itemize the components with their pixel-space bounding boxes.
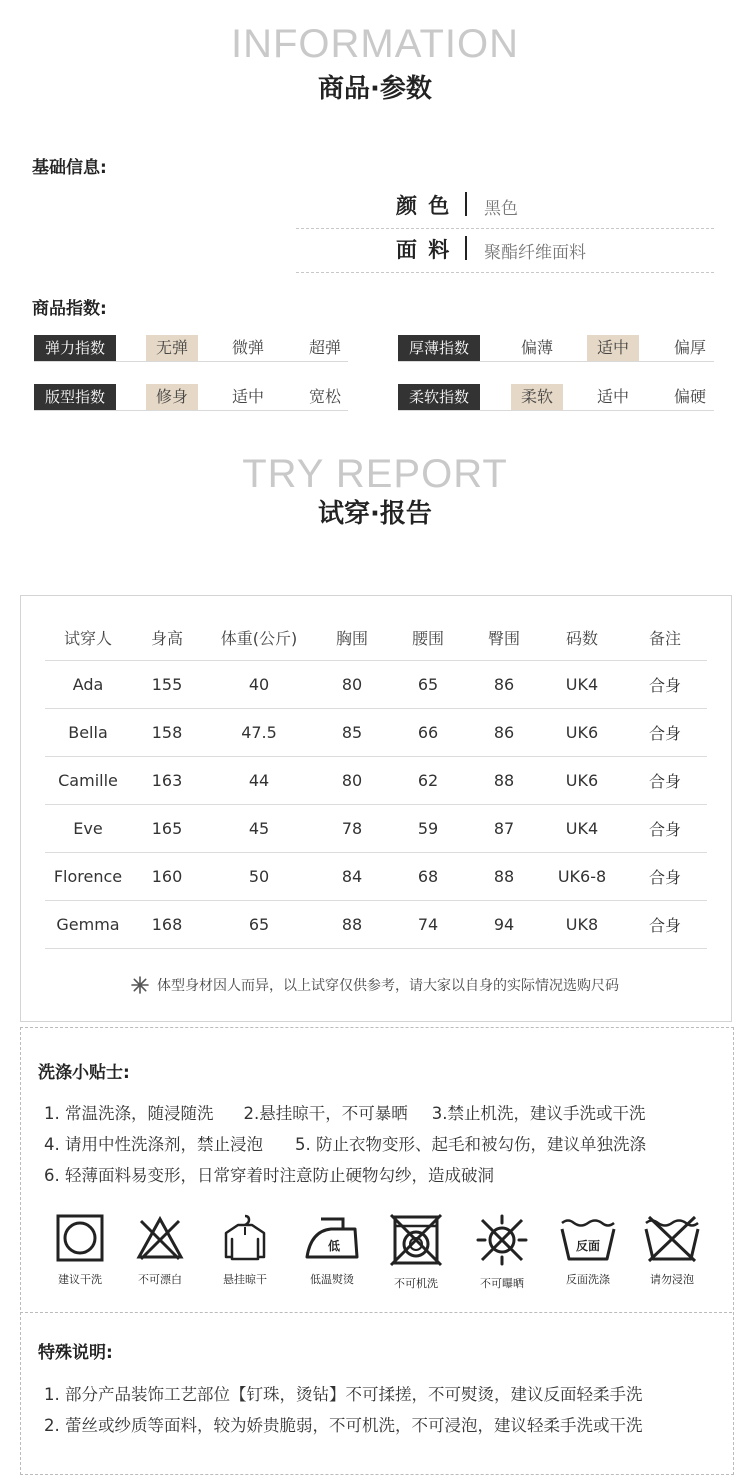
- try-report-en-title: TRY REPORT: [242, 452, 508, 496]
- table-cell: 78: [315, 805, 389, 853]
- index-option-selected: 无弹: [146, 335, 198, 361]
- hang-dry-icon: [220, 1213, 270, 1263]
- info-value: 聚酯纤维面料: [484, 243, 586, 263]
- special-title: 特殊说明:: [38, 1343, 113, 1363]
- index-key: 厚薄指数: [398, 335, 480, 361]
- index-option: 宽松: [308, 387, 341, 406]
- table-cell: 80: [315, 757, 389, 805]
- care-item-no-machine-wash: [376, 1213, 456, 1291]
- table-cell: Ada: [45, 661, 131, 709]
- table-cell: 44: [203, 757, 315, 805]
- table-cell: 80: [315, 661, 389, 709]
- table-cell: 88: [315, 901, 389, 949]
- index-option: 适中: [596, 387, 629, 406]
- reverse-wash-icon: [559, 1213, 617, 1263]
- index-option-selected: 修身: [146, 384, 198, 410]
- care-label: 不可机洗: [394, 1277, 438, 1290]
- index-option: 适中: [231, 387, 264, 406]
- table-cell: 合身: [623, 853, 707, 901]
- table-row: [45, 661, 707, 709]
- header-bust: 胸围: [315, 614, 389, 661]
- index-option: 偏厚: [673, 338, 706, 357]
- no-sun-dry-icon: [475, 1213, 529, 1267]
- try-report-table: [45, 614, 707, 949]
- wash-divider: [20, 1312, 732, 1313]
- index-option-selected: 柔软: [511, 384, 563, 410]
- table-cell: UK8: [541, 901, 623, 949]
- header-tester: 试穿人: [45, 614, 131, 661]
- care-label: 不可曝晒: [480, 1277, 524, 1290]
- low-iron-inner-text: 低: [327, 1239, 341, 1253]
- wash-tip: 2.悬挂晾干，不可暴晒: [243, 1104, 408, 1123]
- basic-info-label: 基础信息:: [32, 158, 107, 178]
- wash-tip: 5. 防止衣物变形、起毛和被勾伤，建议单独洗涤: [295, 1135, 646, 1154]
- info-row-fabric: [296, 228, 714, 273]
- table-cell: Bella: [45, 709, 131, 757]
- index-option: 微弹: [231, 338, 264, 357]
- table-row: [45, 757, 707, 805]
- info-key: 面 料: [396, 238, 452, 262]
- try-report-table-box: [20, 595, 732, 1022]
- header-remark: 备注: [623, 614, 707, 661]
- info-separator: [465, 236, 467, 260]
- table-cell: 155: [131, 661, 203, 709]
- wash-tip: 4. 请用中性洗涤剂，禁止浸泡: [44, 1135, 263, 1154]
- no-bleach-icon: [135, 1213, 185, 1263]
- table-cell: 47.5: [203, 709, 315, 757]
- table-cell: 45: [203, 805, 315, 853]
- table-row: [45, 805, 707, 853]
- wash-tip-line-3: 6. 轻薄面料易变形，日常穿着时注意防止硬物勾纱，造成破洞: [44, 1166, 494, 1185]
- table-cell: 88: [467, 757, 541, 805]
- care-item-hang-dry: [205, 1213, 285, 1287]
- table-cell: 86: [467, 661, 541, 709]
- care-label: 反面洗涤: [566, 1273, 610, 1286]
- table-cell: 84: [315, 853, 389, 901]
- care-item-no-sun-dry: [462, 1213, 542, 1291]
- try-report-note: [0, 975, 750, 995]
- index-key: 弹力指数: [34, 335, 116, 361]
- index-option: 偏薄: [520, 338, 553, 357]
- special-line-2: 2. 蕾丝或纱质等面料，较为娇贵脆弱，不可机洗，不可浸泡，建议轻柔手洗或干洗: [44, 1416, 643, 1435]
- table-cell: Florence: [45, 853, 131, 901]
- table-row: [45, 901, 707, 949]
- table-cell: 168: [131, 901, 203, 949]
- table-row: [45, 709, 707, 757]
- table-cell: UK4: [541, 805, 623, 853]
- index-label: 商品指数:: [32, 299, 107, 319]
- wash-tip-line-2: [44, 1131, 646, 1155]
- table-cell: UK6: [541, 709, 623, 757]
- table-row: [45, 853, 707, 901]
- note-text: 体型身材因人而异，以上试穿仅供参考，请大家以自身的实际情况选购尺码: [157, 978, 619, 994]
- table-header-row: [45, 614, 707, 661]
- care-item-dry-clean: [40, 1213, 120, 1287]
- index-key: 版型指数: [34, 384, 116, 410]
- index-row-fit: [34, 384, 348, 411]
- table-cell: 合身: [623, 709, 707, 757]
- table-cell: 74: [389, 901, 467, 949]
- dry-clean-icon: [55, 1213, 105, 1263]
- reverse-wash-inner-text: 反面: [575, 1239, 601, 1253]
- table-cell: 50: [203, 853, 315, 901]
- try-report-cn-title: 试穿·报告: [318, 499, 432, 529]
- table-cell: 165: [131, 805, 203, 853]
- header-size: 码数: [541, 614, 623, 661]
- index-key: 柔软指数: [398, 384, 480, 410]
- header-weight: 体重(公斤): [203, 614, 315, 661]
- table-cell: 59: [389, 805, 467, 853]
- wash-tip: 1. 常温洗涤，随浸随洗: [44, 1104, 214, 1123]
- special-line-1: 1. 部分产品装饰工艺部位【钉珠，烫钻】不可揉搓，不可熨烫，建议反面轻柔手洗: [44, 1385, 643, 1404]
- table-cell: UK6-8: [541, 853, 623, 901]
- table-cell: 85: [315, 709, 389, 757]
- table-cell: 合身: [623, 805, 707, 853]
- table-cell: 65: [203, 901, 315, 949]
- info-row-color: [296, 184, 714, 229]
- care-item-no-bleach: [120, 1213, 200, 1287]
- no-machine-wash-icon: [389, 1213, 443, 1267]
- no-soak-icon: [643, 1213, 701, 1263]
- information-en-title: INFORMATION: [230, 22, 519, 66]
- information-cn-title: 商品·参数: [318, 74, 432, 104]
- care-label: 低温熨烫: [310, 1273, 354, 1286]
- table-cell: UK6: [541, 757, 623, 805]
- header-waist: 腰围: [389, 614, 467, 661]
- table-cell: 40: [203, 661, 315, 709]
- care-label: 悬挂晾干: [223, 1273, 267, 1286]
- table-cell: 65: [389, 661, 467, 709]
- table-cell: Camille: [45, 757, 131, 805]
- wash-tips-title: 洗涤小贴士:: [38, 1063, 130, 1083]
- table-cell: Eve: [45, 805, 131, 853]
- low-iron-icon: [303, 1213, 361, 1263]
- wash-tip-line-1: [44, 1100, 646, 1124]
- table-cell: 87: [467, 805, 541, 853]
- table-cell: 160: [131, 853, 203, 901]
- index-row-softness: [398, 384, 714, 411]
- care-item-reverse-wash: [548, 1213, 628, 1287]
- info-separator: [465, 192, 467, 216]
- table-cell: 合身: [623, 661, 707, 709]
- header-hip: 臀围: [467, 614, 541, 661]
- table-cell: 66: [389, 709, 467, 757]
- table-cell: 163: [131, 757, 203, 805]
- index-option: 超弹: [308, 338, 341, 357]
- header-height: 身高: [131, 614, 203, 661]
- care-item-low-iron: [292, 1213, 372, 1287]
- index-row-thickness: [398, 335, 714, 362]
- index-option: 偏硬: [673, 387, 706, 406]
- care-label: 不可漂白: [138, 1273, 182, 1286]
- table-cell: 88: [467, 853, 541, 901]
- info-key: 颜 色: [396, 194, 452, 218]
- table-cell: 86: [467, 709, 541, 757]
- table-cell: 合身: [623, 901, 707, 949]
- table-cell: 158: [131, 709, 203, 757]
- table-cell: 合身: [623, 757, 707, 805]
- table-cell: 94: [467, 901, 541, 949]
- index-option-selected: 适中: [587, 335, 639, 361]
- table-cell: 62: [389, 757, 467, 805]
- table-cell: 68: [389, 853, 467, 901]
- table-cell: UK4: [541, 661, 623, 709]
- asterisk-icon: [131, 976, 149, 994]
- index-row-elasticity: [34, 335, 348, 362]
- care-label: 建议干洗: [58, 1273, 102, 1286]
- care-item-no-soak: [632, 1213, 712, 1287]
- care-label: 请勿浸泡: [650, 1273, 694, 1286]
- info-value: 黑色: [484, 199, 518, 219]
- table-cell: Gemma: [45, 901, 131, 949]
- wash-tip: 3.禁止机洗，建议手洗或干洗: [431, 1104, 646, 1123]
